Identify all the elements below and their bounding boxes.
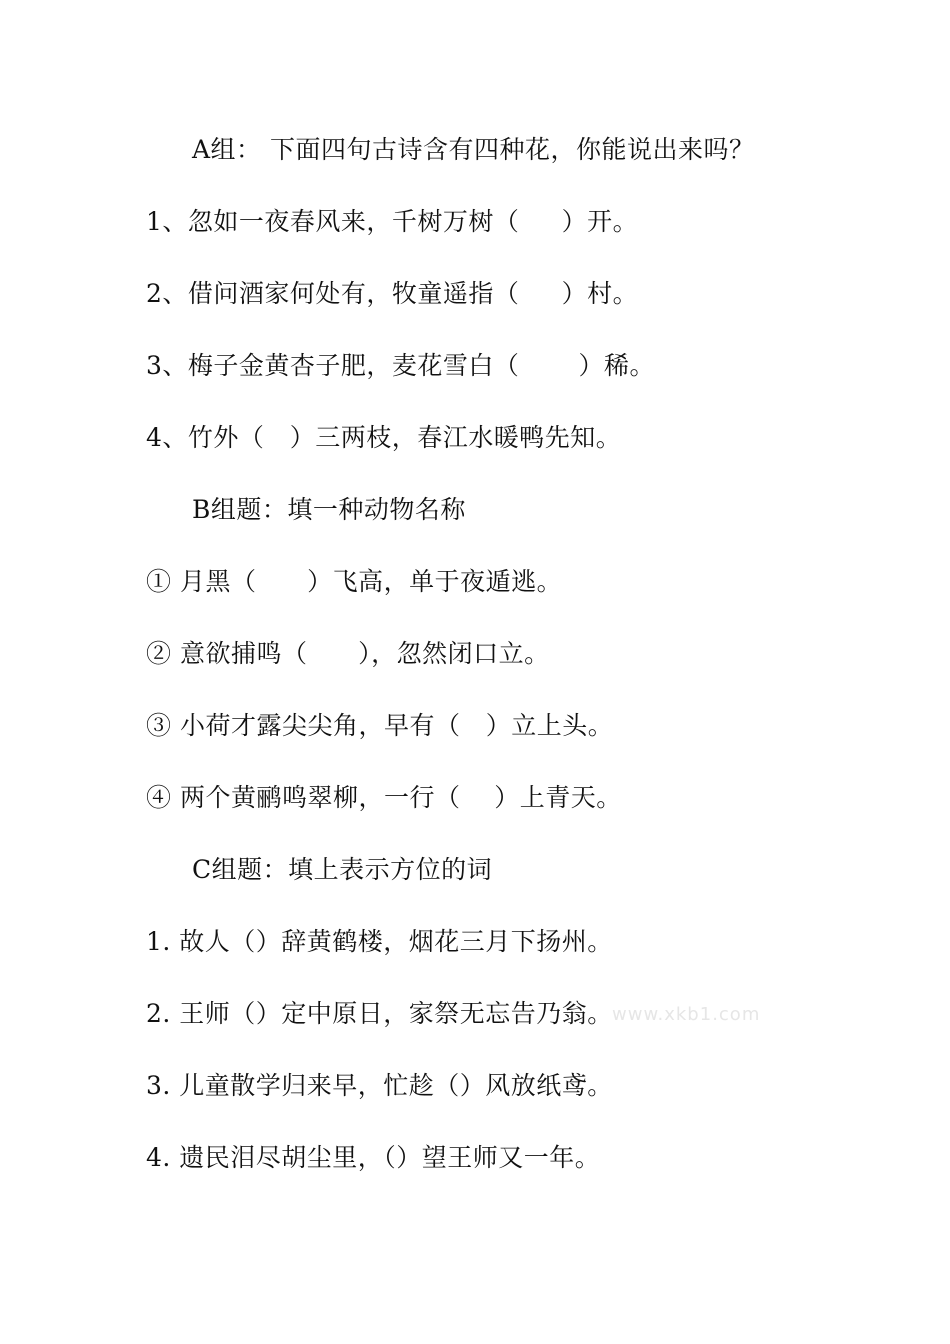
- group-b-item-4: ④ 两个黄鹂鸣翠柳，一行（ ）上青天。: [146, 783, 622, 812]
- watermark: www.xkb1.com: [612, 1004, 761, 1025]
- group-c-item-1: 1. 故人（）辞黄鹤楼，烟花三月下扬州。: [146, 927, 613, 956]
- group-c-item-2: 2. 王师（）定中原日，家祭无忘告乃翁。: [146, 999, 613, 1028]
- group-a-heading: A组： 下面四句古诗含有四种花，你能说出来吗？: [192, 135, 755, 164]
- group-c-item-4: 4. 遗民泪尽胡尘里，（）望王师又一年。: [146, 1143, 601, 1172]
- group-a-item-1: 1、忽如一夜春风来，千树万树（ ）开。: [146, 207, 639, 236]
- group-c-heading: C组题：填上表示方位的词: [192, 855, 493, 884]
- group-b-item-2: ② 意欲捕鸣（ ），忽然闭口立。: [146, 639, 550, 668]
- group-b-heading: B组题：填一种动物名称: [192, 495, 466, 524]
- group-a-item-4: 4、竹外（ ）三两枝，春江水暖鸭先知。: [146, 423, 622, 452]
- group-a-item-2: 2、借问酒家何处有，牧童遥指（ ）村。: [146, 279, 639, 308]
- group-c-item-3: 3. 儿童散学归来早，忙趁（）风放纸鸢。: [146, 1071, 613, 1100]
- group-b-item-1: ① 月黑（ ）飞高，单于夜遁逃。: [146, 567, 563, 596]
- group-b-item-3: ③ 小荷才露尖尖角，早有（ ）立上头。: [146, 711, 614, 740]
- group-a-item-3: 3、梅子金黄杏子肥，麦花雪白（ ）稀。: [146, 351, 656, 380]
